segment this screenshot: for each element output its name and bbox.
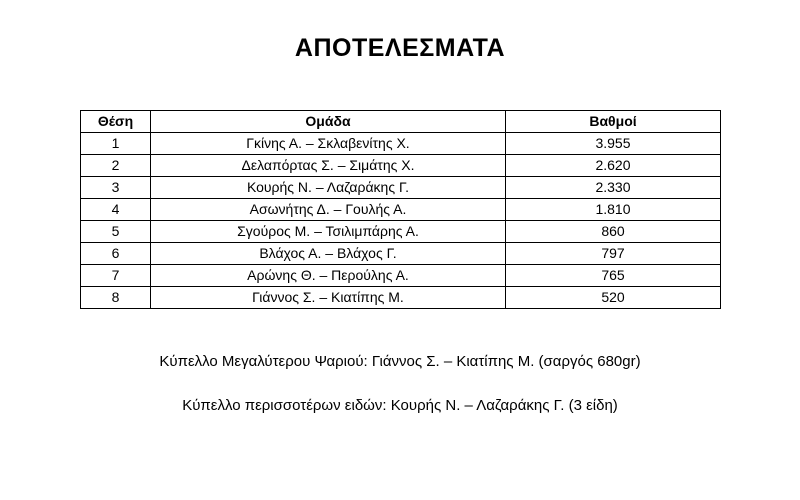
cell-position: 3 — [81, 177, 151, 199]
cell-position: 1 — [81, 133, 151, 155]
table-row — [81, 221, 721, 243]
cell-team: Γκίνης Α. – Σκλαβενίτης Χ. — [151, 133, 506, 155]
cell-team: Γιάννος Σ. – Κιατίπης Μ. — [151, 287, 506, 309]
cell-position: 2 — [81, 155, 151, 177]
table-row — [81, 155, 721, 177]
cell-team: Δελαπόρτας Σ. – Σιμάτης Χ. — [151, 155, 506, 177]
cell-team: Αρώνης Θ. – Περούλης Α. — [151, 265, 506, 287]
cell-position: 8 — [81, 287, 151, 309]
cell-position: 7 — [81, 265, 151, 287]
cell-points: 520 — [506, 287, 721, 309]
cell-points: 2.330 — [506, 177, 721, 199]
cell-points: 860 — [506, 221, 721, 243]
table-row — [81, 243, 721, 265]
cell-position: 4 — [81, 199, 151, 221]
table-header-row — [81, 111, 721, 133]
most-species-award: Κύπελλο περισσοτέρων ειδών: Κουρής Ν. – Λαζαράκης Γ. (3 είδη) — [182, 397, 618, 414]
cell-position: 5 — [81, 221, 151, 243]
header-team: Ομάδα — [151, 111, 506, 133]
table-row — [81, 265, 721, 287]
cell-points: 797 — [506, 243, 721, 265]
cell-team: Ασωνήτης Δ. – Γουλής Α. — [151, 199, 506, 221]
cell-team: Βλάχος Α. – Βλάχος Γ. — [151, 243, 506, 265]
header-position: Θέση — [81, 111, 151, 133]
biggest-fish-award: Κύπελλο Μεγαλύτερου Ψαριού: Γιάννος Σ. – Κιατίπης Μ. (σαργός 680gr) — [159, 353, 641, 370]
table-row — [81, 287, 721, 309]
table-row — [81, 133, 721, 155]
page-title: ΑΠΟΤΕΛΕΣΜΑΤΑ — [294, 34, 506, 62]
cell-points: 3.955 — [506, 133, 721, 155]
cell-team: Σγούρος Μ. – Τσιλιμπάρης Α. — [151, 221, 506, 243]
cell-team: Κουρής Ν. – Λαζαράκης Γ. — [151, 177, 506, 199]
table-row — [81, 199, 721, 221]
cell-points: 765 — [506, 265, 721, 287]
header-points: Βαθμοί — [506, 111, 721, 133]
cell-points: 2.620 — [506, 155, 721, 177]
results-table — [80, 110, 721, 309]
cell-points: 1.810 — [506, 199, 721, 221]
cell-position: 6 — [81, 243, 151, 265]
table-row — [81, 177, 721, 199]
